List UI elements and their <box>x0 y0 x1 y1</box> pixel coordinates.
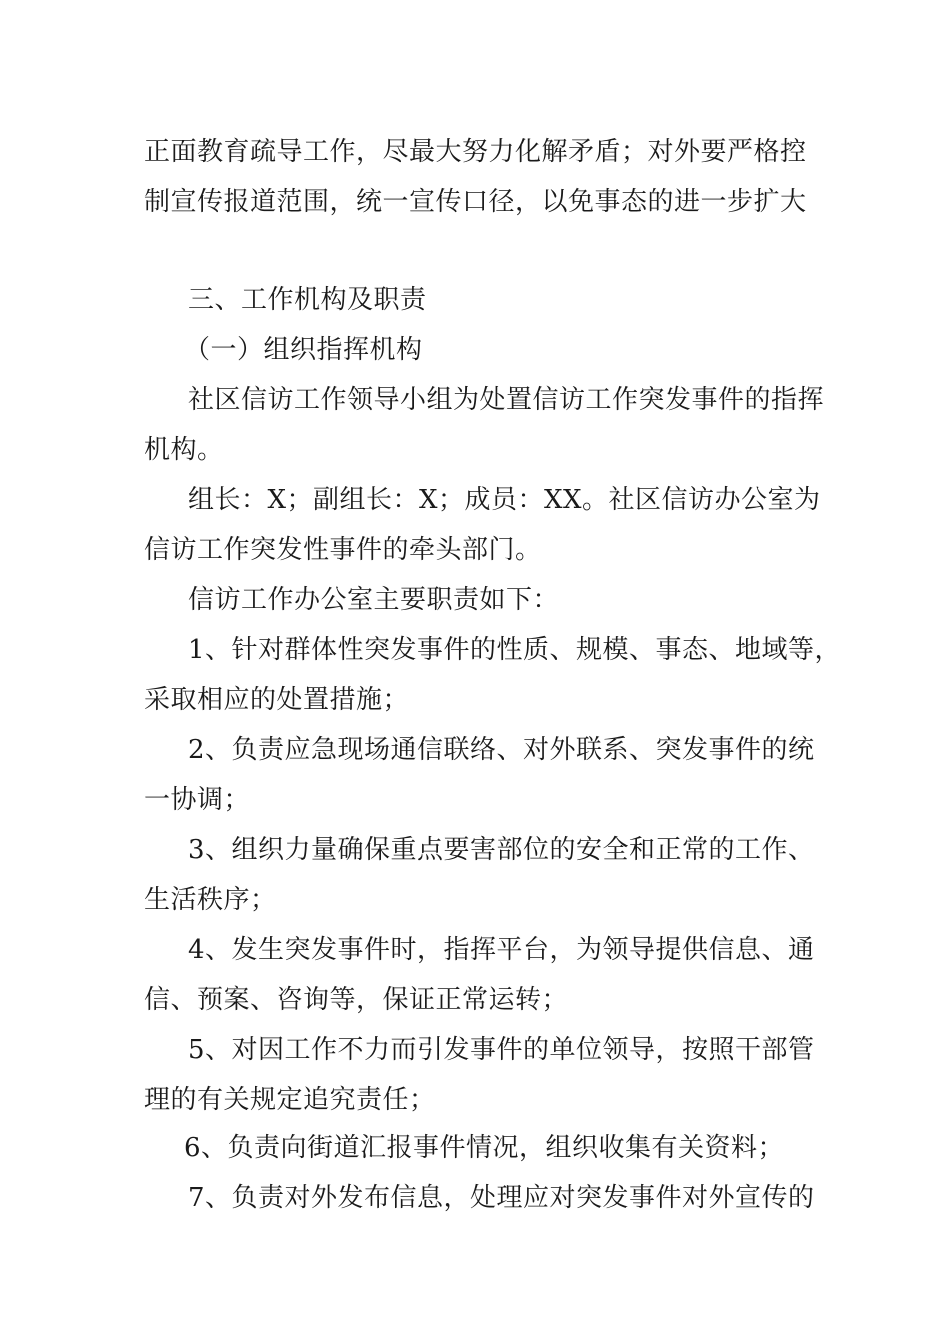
intro-line-2: 制宣传报道范围，统一宣传口径，以免事态的进一步扩大 <box>144 187 807 217</box>
duty-7-line-1: 7、负责对外发布信息，处理应对突发事件对外宣传的 <box>188 1183 815 1213</box>
duties-intro: 信访工作办公室主要职责如下： <box>188 585 560 615</box>
duty-4-line-2: 信、预案、咨询等，保证正常运转； <box>144 985 569 1015</box>
duty-6-line-1: 6、负责向街道汇报事件情况，组织收集有关资料； <box>184 1133 785 1163</box>
section-heading: 三、工作机构及职责 <box>188 285 427 315</box>
paragraph-2-line-1: 组长：X；副组长：X；成员：XX。社区信访办公室为 <box>188 485 821 515</box>
duty-2-line-2: 一协调； <box>144 785 251 815</box>
subsection-heading: （一）组织指挥机构 <box>184 335 423 365</box>
paragraph-2-line-2: 信访工作突发性事件的牵头部门。 <box>144 535 542 565</box>
duty-2-line-1: 2、负责应急现场通信联络、对外联系、突发事件的统 <box>188 735 815 765</box>
duty-5-line-2: 理的有关规定追究责任； <box>144 1085 436 1115</box>
duty-4-line-1: 4、发生突发事件时，指挥平台，为领导提供信息、通 <box>188 935 815 965</box>
duty-1-line-2: 采取相应的处置措施； <box>144 685 410 715</box>
duty-3-line-1: 3、组织力量确保重点要害部位的安全和正常的工作、 <box>188 835 815 865</box>
duty-1-line-1: 1、针对群体性突发事件的性质、规模、事态、地域等， <box>188 635 842 665</box>
paragraph-1-line-1: 社区信访工作领导小组为处置信访工作突发事件的指挥 <box>188 385 825 415</box>
intro-line-1: 正面教育疏导工作，尽最大努力化解矛盾；对外要严格控 <box>144 137 807 167</box>
duty-5-line-1: 5、对因工作不力而引发事件的单位领导，按照干部管 <box>188 1035 815 1065</box>
paragraph-1-line-2: 机构。 <box>144 435 224 465</box>
duty-3-line-2: 生活秩序； <box>144 885 277 915</box>
